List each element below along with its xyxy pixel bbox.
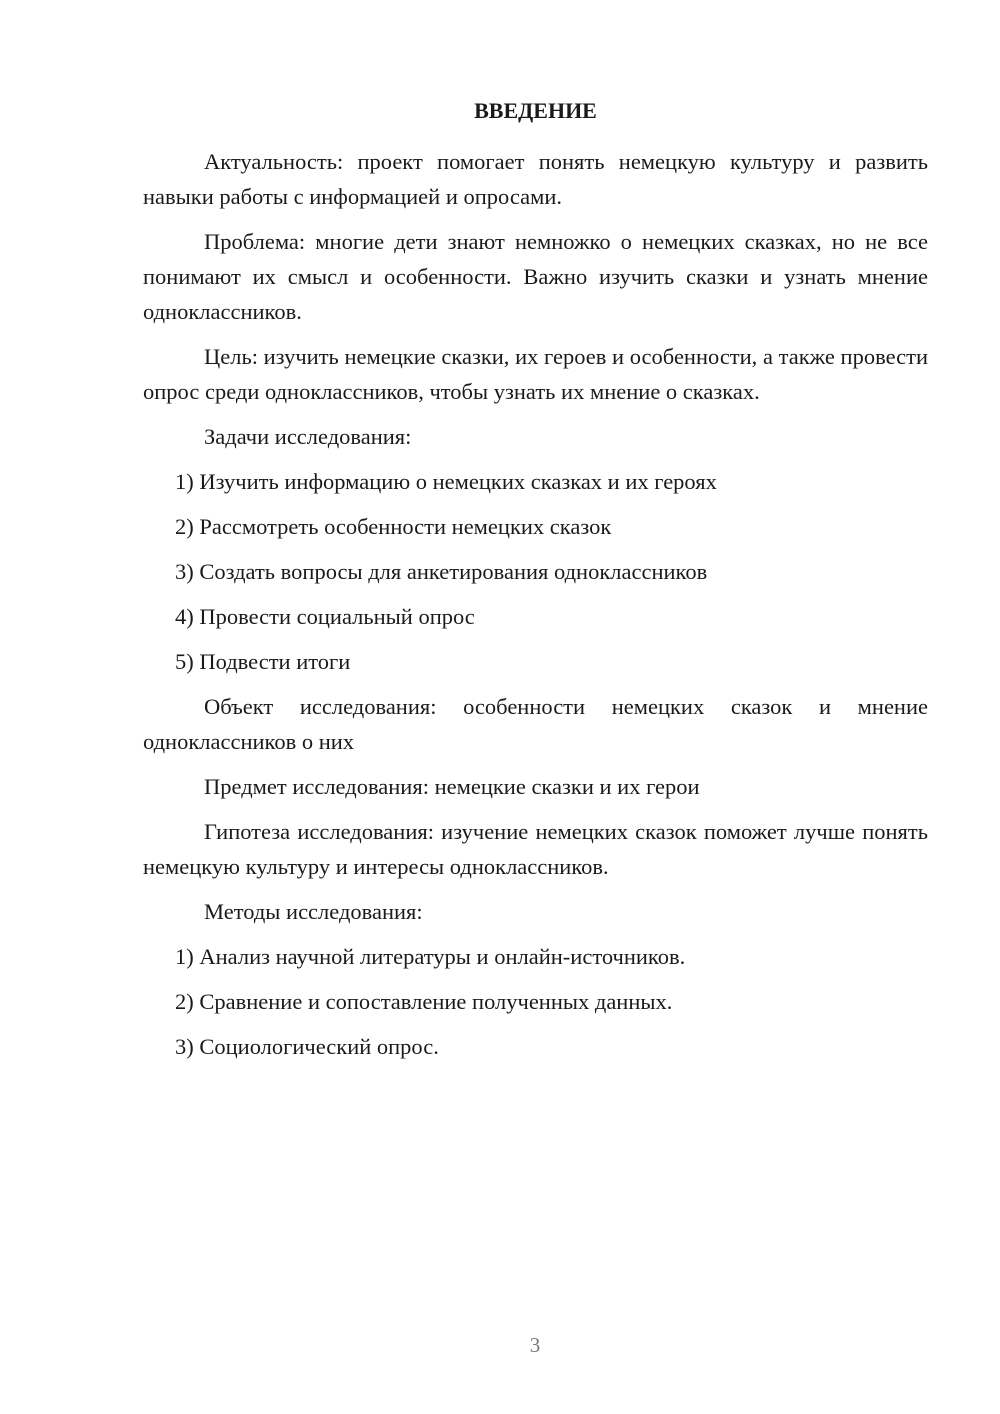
task-item: 1) Изучить информацию о немецких сказках и их героях bbox=[175, 469, 717, 494]
task-item: 4) Провести социальный опрос bbox=[175, 604, 475, 629]
methods-list bbox=[143, 939, 928, 1064]
goal-paragraph: Цель: изучить немецкие сказки, их героев и особенности, а также провести опрос среди одноклассников, чтобы узнать их мнение о сказках. bbox=[143, 344, 928, 404]
hypothesis-paragraph: Гипотеза исследования: изучение немецких сказок поможет лучше понять немецкую культуру и интересы одноклассников. bbox=[143, 819, 928, 879]
task-item: 3) Создать вопросы для анкетирования одноклассников bbox=[175, 559, 708, 584]
subject-paragraph: Предмет исследования: немецкие сказки и их герои bbox=[204, 774, 700, 799]
section-title: ВВЕДЕНИЕ bbox=[474, 98, 597, 123]
tasks-heading: Задачи исследования: bbox=[204, 424, 412, 449]
method-item: 1) Анализ научной литературы и онлайн-источников. bbox=[175, 944, 686, 969]
task-item: 2) Рассмотреть особенности немецких сказок bbox=[175, 514, 612, 539]
task-item: 5) Подвести итоги bbox=[175, 649, 351, 674]
methods-heading: Методы исследования: bbox=[204, 899, 423, 924]
problem-paragraph: Проблема: многие дети знают немножко о немецких сказках, но не все понимают их смысл и особенности. Важно изучить сказки и узнать мнение одноклассников. bbox=[143, 229, 928, 324]
method-item: 3) Социологический опрос. bbox=[175, 1034, 439, 1059]
page-content bbox=[143, 96, 928, 1074]
tasks-list bbox=[143, 464, 928, 679]
method-item: 2) Сравнение и сопоставление полученных данных. bbox=[175, 989, 673, 1014]
relevance-paragraph: Актуальность: проект помогает понять немецкую культуру и развить навыки работы с информацией и опросами. bbox=[143, 149, 928, 209]
page-number: 3 bbox=[529, 1333, 541, 1357]
object-paragraph: Объект исследования: особенности немецких сказок и мнение одноклассников о них bbox=[143, 694, 928, 754]
